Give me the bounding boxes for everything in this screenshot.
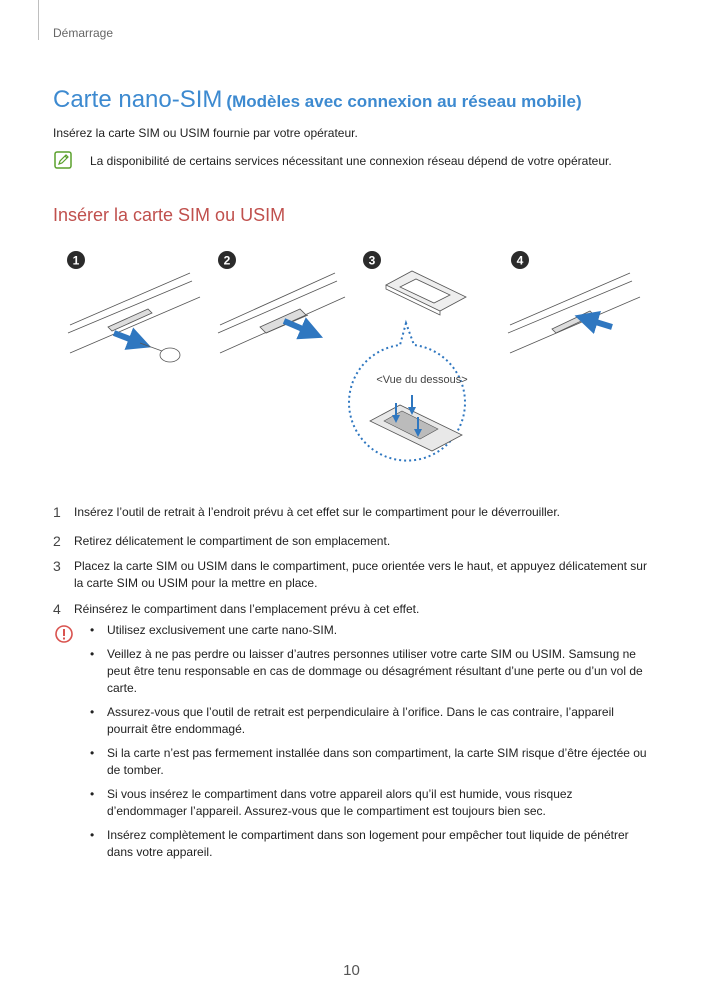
step-text: Placez la carte SIM ou USIM dans le compartiment, puce orientée vers le haut, et appuyez délicatement sur la carte SIM ou USIM pour la mettre en place.: [74, 559, 647, 590]
step3-drawing: [386, 271, 466, 315]
page-number: 10: [343, 962, 360, 979]
title-sub: (Modèles avec connexion au réseau mobile): [226, 92, 582, 111]
note-pencil-icon: [54, 151, 72, 169]
step-badge-3: [363, 251, 381, 269]
caution-item: • Veillez à ne pas perdre ou laisser d’autres personnes utiliser votre carte SIM ou USIM. Samsung ne peut être tenu responsable en cas de dommage ou désagrément résultant d’une perte ou d’un vol de carte.: [90, 647, 643, 695]
caution-item: • Assurez-vous que l’outil de retrait est perpendiculaire à l’orifice. Dans le cas contraire, l’appareil pourrait être endommagé.: [90, 705, 614, 736]
step-number: 2: [53, 533, 61, 549]
step-badge-4: [511, 251, 529, 269]
section-label: Démarrage: [53, 26, 114, 40]
intro-text: Insérez la carte SIM ou USIM fournie par votre opérateur.: [53, 126, 358, 140]
step-text: Retirez délicatement le compartiment de son emplacement.: [74, 534, 391, 548]
step2-drawing: [218, 273, 345, 353]
section-heading: Insérer la carte SIM ou USIM: [53, 205, 286, 225]
step-number: 3: [53, 558, 61, 574]
step-number: 4: [53, 601, 61, 617]
svg-text:4: 4: [516, 253, 524, 268]
underside-label: <Vue du dessous>: [376, 374, 468, 386]
caution-list: [90, 622, 650, 868]
title-main: Carte nano-SIM: [53, 86, 223, 113]
step-number: 1: [53, 504, 61, 520]
caution-item: • Utilisez exclusivement une carte nano-SIM.: [90, 623, 338, 637]
step-text: Insérez l’outil de retrait à l’endroit prévu à cet effet sur le compartiment pour le déverrouiller.: [74, 505, 561, 519]
caution-icon: [55, 625, 73, 643]
page-title: [53, 86, 582, 114]
svg-text:1: 1: [72, 253, 80, 268]
svg-text:3: 3: [368, 253, 376, 268]
step-badge-1: [67, 251, 85, 269]
side-rule: [38, 0, 39, 40]
step1-drawing: [68, 273, 200, 362]
caution-item: • Si la carte n’est pas fermement installée dans son compartiment, la carte SIM risque d’être éjectée ou de tomber.: [90, 746, 647, 777]
underside-callout: [349, 323, 468, 461]
step4-drawing: [508, 273, 640, 353]
caution-item: • Insérez complètement le compartiment dans son logement pour empêcher tout liquide de pénétrer dans votre appareil.: [90, 828, 629, 859]
svg-text:2: 2: [223, 253, 231, 268]
caution-item: • Si vous insérez le compartiment dans votre appareil alors qu’il est humide, vous risquez d’endommager l’appareil. Assurez-vous que le compartiment est toujours bien sec.: [90, 787, 573, 818]
step-text: Réinsérez le compartiment dans l’emplacement prévu à cet effet.: [74, 602, 420, 616]
sim-insert-illustration: [40, 245, 680, 485]
note-text: La disponibilité de certains services nécessitant une connexion réseau dépend de votre opérateur.: [90, 154, 612, 168]
step-badge-2: [218, 251, 236, 269]
